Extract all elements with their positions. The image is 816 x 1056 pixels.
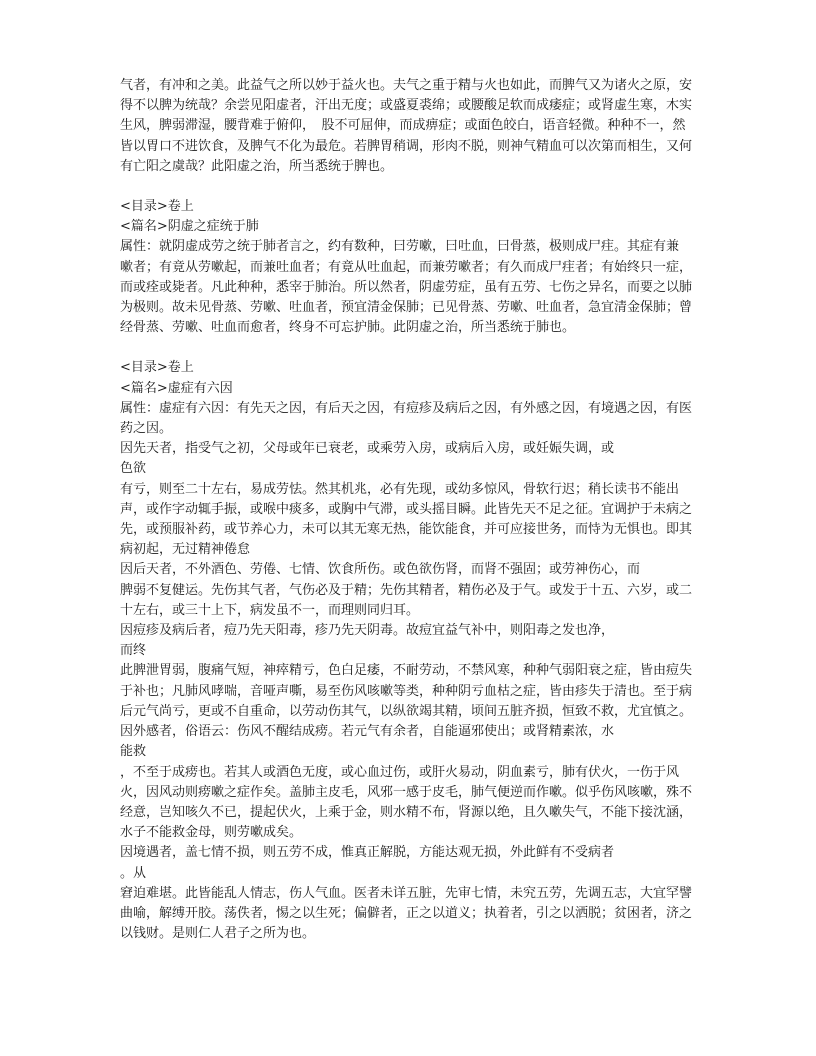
section2-paragraph: 此脾泄胃弱，腹痛气短，神瘁精亏，色白足痿，不耐劳动，不禁风寒，种种气弱阳衰之症，皆由痘失于补也；凡肺风哮喘，音哑声嘶，易至伤风咳嗽等类，种种阴亏血枯之症，皆由疹失于清也。至于病后元气尚亏，更或不自重命，以劳动伤其气，以纵欲竭其精，顷间五脏齐损，恒致不救，尤宜慎之。 <box>120 663 693 719</box>
section1-title: <篇名>阴虚之症统于肺 <box>120 219 259 235</box>
section2-paragraph: 因外感者，俗语云：伤风不醒结成痨。若元气有余者，自能逼邪使出；或肾精素浓，水 能救 <box>120 724 615 760</box>
section2-paragraph: ，不至于成痨也。若其人或酒色无度，或心血过伤，或肝火易动，阴血素亏，肺有伏火，一伤于风火，因风动则痨嗽之症作矣。盖肺主皮毛，风邪一感于皮毛，肺气便逆而作嗽。似乎伤风咳嗽，殊不经意，岂知咳久不已，提起伏火，上乘于金，则水精不布，肾源以绝，且久嗽失气，不能下接沈涵，水子不能救金母，则劳嗽成矣。 <box>120 764 693 841</box>
section2-paragraph: 因先天者，指受气之初，父母或年已衰老，或乘劳入房，或病后入房，或妊娠失调，或 色欲 <box>120 441 615 477</box>
section2-catalog: <目录>卷上 <box>120 360 194 376</box>
section2-title: <篇名>虚症有六因 <box>120 380 233 396</box>
section2-paragraph: 因后天者，不外酒色、劳倦、七情、饮食所伤。或色欲伤肾，而肾不强固；或劳神伤心，而 <box>120 562 641 578</box>
section2-paragraph: 有亏，则至二十左右，易成劳怯。然其机兆，必有先现，或幼多惊风，骨软行迟；稍长读书不能出声，或作字动辄手振，或喉中痰多，或胸中气滞，或头摇目瞬。此皆先天不足之征。宜调护于未病之先，或预服补药，或节养心力，未可以其无寒无热，能饮能食，并可应接世务，而恃为无惧也。即其病初起，无过精神倦怠 <box>120 481 693 558</box>
section2-paragraph: 脾弱不复健运。先伤其气者，气伤必及于精；先伤其精者，精伤必及于气。或发于十五、六岁，或二十左右，或三十上下，病发虽不一，而理则同归耳。 <box>120 582 693 618</box>
section1-attribute: 属性：就阴虚成劳之统于肺者言之，约有数种，曰劳嗽，曰吐血，曰骨蒸，极则成尸疰。其症有兼 <box>120 239 680 255</box>
section2-attribute: 属性：虚症有六因：有先天之因，有后天之因，有痘疹及病后之因，有外感之因，有境遇之因，有医药之因。 <box>120 400 693 437</box>
section-gap <box>120 338 698 358</box>
section1-body: 嗽者；有竟从劳嗽起，而兼吐血者；有竟从吐血起，而兼劳嗽者；有久而成尸疰者；有始终只一症，而或痊或毙者。凡此种种，悉宰于肺治。所以然者，阴虚劳症，虽有五劳、七伤之异名，而要之以肺为极则。故未见骨蒸、劳嗽、吐血者，预宜清金保肺；已见骨蒸、劳嗽、吐血者，急宜清金保肺；曾经骨蒸、劳嗽、吐血而愈者，终身不可忘护肺。此阴虚之治，所当悉统于肺也。 <box>120 259 693 336</box>
section2-paragraph: 因痘疹及病后者，痘乃先天阳毒，疹乃先天阴毒。故痘宜益气补中，则阳毒之发也净， 而终 <box>120 623 615 659</box>
section1-catalog: <目录>卷上 <box>120 199 194 215</box>
section-gap <box>120 177 698 197</box>
intro-paragraph: 气者，有冲和之美。此益气之所以妙于益火也。夫气之重于精与火也如此，而脾气又为诸火之原，安得不以脾为统哉？余尝见阳虚者，汗出无度；或盛夏裘绵；或腰酸足软而成痿症；或肾虚生寒，木实生风，脾弱滞湿，腰背难于俯仰， 股不可屈伸，而成痹症；或面色皎白，语音轻微。种种不一，然皆以胃口不进饮食，及脾气不化为最危。若脾胃稍调，形肉不脱，则神气精血可以次第而相生，又何有亡阳之虞哉？此阳虚之治，所当悉统于脾也。 <box>120 78 693 174</box>
section2-paragraph: 因境遇者，盖七情不损，则五劳不成，惟真正解脱，方能达观无损，外此鲜有不受病者 。从 <box>120 845 615 881</box>
document-page <box>120 76 698 944</box>
section2-paragraph: 窘迫难堪。此皆能乱人情志，伤人气血。医者未详五脏，先审七情，未究五劳，先调五志，大宜罕譬曲喻，解缚开胶。荡佚者，惕之以生死；偏僻者，正之以道义；执着者，引之以洒脱；贫困者，济之以钱财。是则仁人君子之所为也。 <box>120 885 693 942</box>
